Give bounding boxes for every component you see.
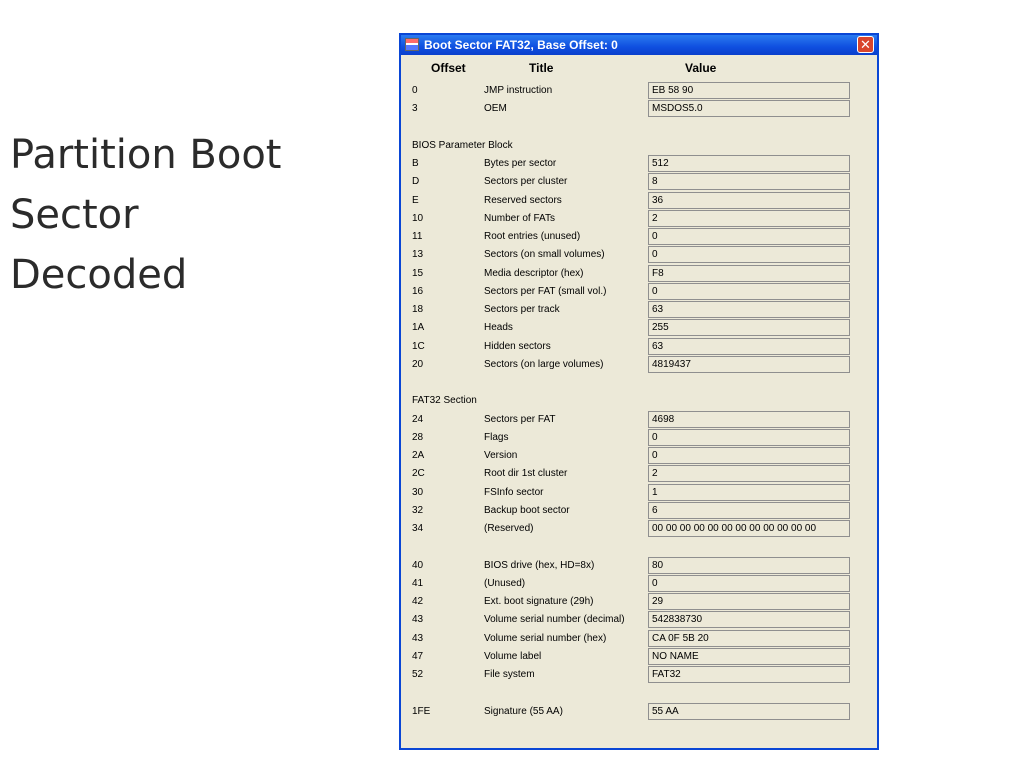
- app-icon: [405, 38, 419, 51]
- value-field[interactable]: 00 00 00 00 00 00 00 00 00 00 00 00: [648, 520, 850, 537]
- table-row: [401, 429, 877, 447]
- offset-cell: 1FE: [412, 705, 431, 717]
- table-row: [401, 173, 877, 191]
- offset-cell: D: [412, 176, 420, 188]
- title-cell: Root dir 1st cluster: [484, 468, 568, 480]
- table-row: [401, 465, 877, 483]
- value-field[interactable]: 0: [648, 429, 850, 446]
- table-row: [401, 502, 877, 520]
- table-row: [401, 557, 877, 575]
- offset-cell: 0: [412, 85, 418, 96]
- value-field[interactable]: 63: [648, 338, 850, 355]
- column-header-title: Title: [529, 61, 554, 75]
- value-field[interactable]: NO NAME: [648, 648, 850, 665]
- table-row: [401, 301, 877, 319]
- offset-cell: 1C: [412, 340, 425, 352]
- offset-cell: 10: [412, 212, 424, 224]
- title-cell: OEM: [484, 103, 507, 115]
- close-button[interactable]: ✕: [857, 36, 874, 53]
- value-field[interactable]: 542838730: [648, 611, 850, 628]
- value-field[interactable]: EB 58 90: [648, 82, 850, 99]
- value-field[interactable]: 0: [648, 246, 850, 263]
- offset-cell: 2A: [412, 450, 425, 461]
- value-field[interactable]: 0: [648, 228, 850, 245]
- title-cell: Backup boot sector: [484, 504, 570, 516]
- title-cell: Sectors per FAT: [484, 413, 556, 425]
- table-row: [401, 319, 877, 337]
- value-field[interactable]: 2: [648, 465, 850, 482]
- value-field[interactable]: 2: [648, 210, 850, 227]
- value-field[interactable]: 6: [648, 502, 850, 519]
- value-field[interactable]: 512: [648, 155, 850, 172]
- table-row: [401, 338, 877, 356]
- value-field[interactable]: 0: [648, 575, 850, 592]
- offset-cell: E: [412, 194, 419, 206]
- value-field[interactable]: 255: [648, 319, 850, 336]
- table-row: [401, 265, 877, 283]
- table-row: [401, 100, 877, 118]
- title-cell: Sectors (on small volumes): [484, 249, 605, 261]
- value-field[interactable]: 0: [648, 447, 850, 464]
- table-row: [401, 484, 877, 502]
- value-field[interactable]: CA 0F 5B 20: [648, 630, 850, 647]
- table-row: [401, 82, 877, 100]
- offset-cell: 28: [412, 431, 424, 443]
- table-row: [401, 356, 877, 374]
- title-cell: Sectors per cluster: [484, 176, 568, 188]
- value-field[interactable]: FAT32: [648, 666, 850, 683]
- offset-cell: 20: [412, 358, 424, 370]
- offset-cell: 47: [412, 650, 424, 662]
- table-row: [401, 703, 877, 721]
- title-cell: Volume label: [484, 650, 542, 662]
- offset-cell: 24: [412, 413, 424, 425]
- offset-cell: 3: [412, 103, 418, 115]
- title-cell: JMP instruction: [484, 85, 553, 96]
- offset-cell: 32: [412, 504, 424, 516]
- table-row: [401, 228, 877, 246]
- table-row: [401, 575, 877, 593]
- value-field[interactable]: 29: [648, 593, 850, 610]
- title-cell: Flags: [484, 431, 509, 443]
- offset-cell: 11: [412, 231, 423, 242]
- title-cell: Number of FATs: [484, 212, 555, 224]
- offset-cell: 13: [412, 249, 424, 261]
- table-row: [401, 648, 877, 666]
- title-cell: Sectors (on large volumes): [484, 358, 604, 370]
- offset-cell: 40: [412, 559, 424, 571]
- offset-cell: 30: [412, 486, 424, 498]
- offset-cell: B: [412, 158, 419, 169]
- table-row: [401, 155, 877, 173]
- value-field[interactable]: 63: [648, 301, 850, 318]
- value-field[interactable]: MSDOS5.0: [648, 100, 850, 117]
- value-field[interactable]: 4698: [648, 411, 850, 428]
- section-label: BIOS Parameter Block: [412, 139, 513, 151]
- title-cell: Bytes per sector: [484, 158, 557, 169]
- title-cell: Volume serial number (hex): [484, 632, 607, 644]
- column-header-offset: Offset: [431, 61, 466, 75]
- title-cell: FSInfo sector: [484, 486, 544, 498]
- offset-cell: 43: [412, 632, 424, 644]
- title-cell: Root entries (unused): [484, 231, 581, 242]
- boot-sector-window: [399, 33, 879, 750]
- slide-title-line-1: Partition Boot: [10, 132, 282, 178]
- title-cell: Signature (55 AA): [484, 705, 563, 717]
- window-title: Boot Sector FAT32, Base Offset: 0: [424, 38, 618, 52]
- title-cell: Version: [484, 450, 518, 461]
- title-cell: Reserved sectors: [484, 194, 562, 206]
- offset-cell: 15: [412, 267, 424, 279]
- offset-cell: 16: [412, 285, 424, 297]
- table-row: [401, 246, 877, 264]
- table-row: [401, 411, 877, 429]
- table-row: [401, 520, 877, 538]
- value-field[interactable]: 0: [648, 283, 850, 300]
- table-row: [401, 666, 877, 684]
- window-titlebar[interactable]: [401, 35, 877, 55]
- offset-cell: 1A: [412, 322, 425, 334]
- title-cell: Hidden sectors: [484, 340, 551, 352]
- table-row: [401, 593, 877, 611]
- title-cell: (Unused): [484, 577, 526, 589]
- title-cell: Sectors per FAT (small vol.): [484, 285, 607, 297]
- column-header-value: Value: [685, 61, 717, 75]
- offset-cell: 42: [412, 596, 424, 607]
- value-field[interactable]: 8: [648, 173, 850, 190]
- section-label: FAT32 Section: [412, 395, 477, 407]
- offset-cell: 41: [412, 577, 424, 589]
- value-field[interactable]: 55 AA: [648, 703, 850, 720]
- offset-cell: 52: [412, 669, 424, 680]
- title-cell: Media descriptor (hex): [484, 267, 584, 279]
- table-row: [401, 447, 877, 465]
- table-row: [401, 283, 877, 301]
- title-cell: Volume serial number (decimal): [484, 614, 625, 626]
- value-field[interactable]: F8: [648, 265, 850, 282]
- slide-title: [10, 125, 281, 305]
- value-field[interactable]: 1: [648, 484, 850, 501]
- title-cell: (Reserved): [484, 523, 534, 534]
- value-field[interactable]: 4819437: [648, 356, 850, 373]
- offset-cell: 18: [412, 304, 424, 315]
- slide-title-line-3: Decoded: [10, 252, 188, 298]
- boot-sector-table: [401, 55, 877, 748]
- title-cell: Ext. boot signature (29h): [484, 596, 594, 607]
- offset-cell: 2C: [412, 468, 425, 480]
- table-row: [401, 630, 877, 648]
- table-row: [401, 611, 877, 629]
- title-cell: File system: [484, 669, 535, 680]
- offset-cell: 43: [412, 614, 424, 626]
- offset-cell: 34: [412, 523, 424, 534]
- table-row: [401, 192, 877, 210]
- value-field[interactable]: 80: [648, 557, 850, 574]
- table-row: [401, 210, 877, 228]
- title-cell: Heads: [484, 322, 513, 334]
- title-cell: BIOS drive (hex, HD=8x): [484, 559, 595, 571]
- title-cell: Sectors per track: [484, 304, 560, 315]
- slide-title-line-2: Sector: [10, 192, 139, 238]
- value-field[interactable]: 36: [648, 192, 850, 209]
